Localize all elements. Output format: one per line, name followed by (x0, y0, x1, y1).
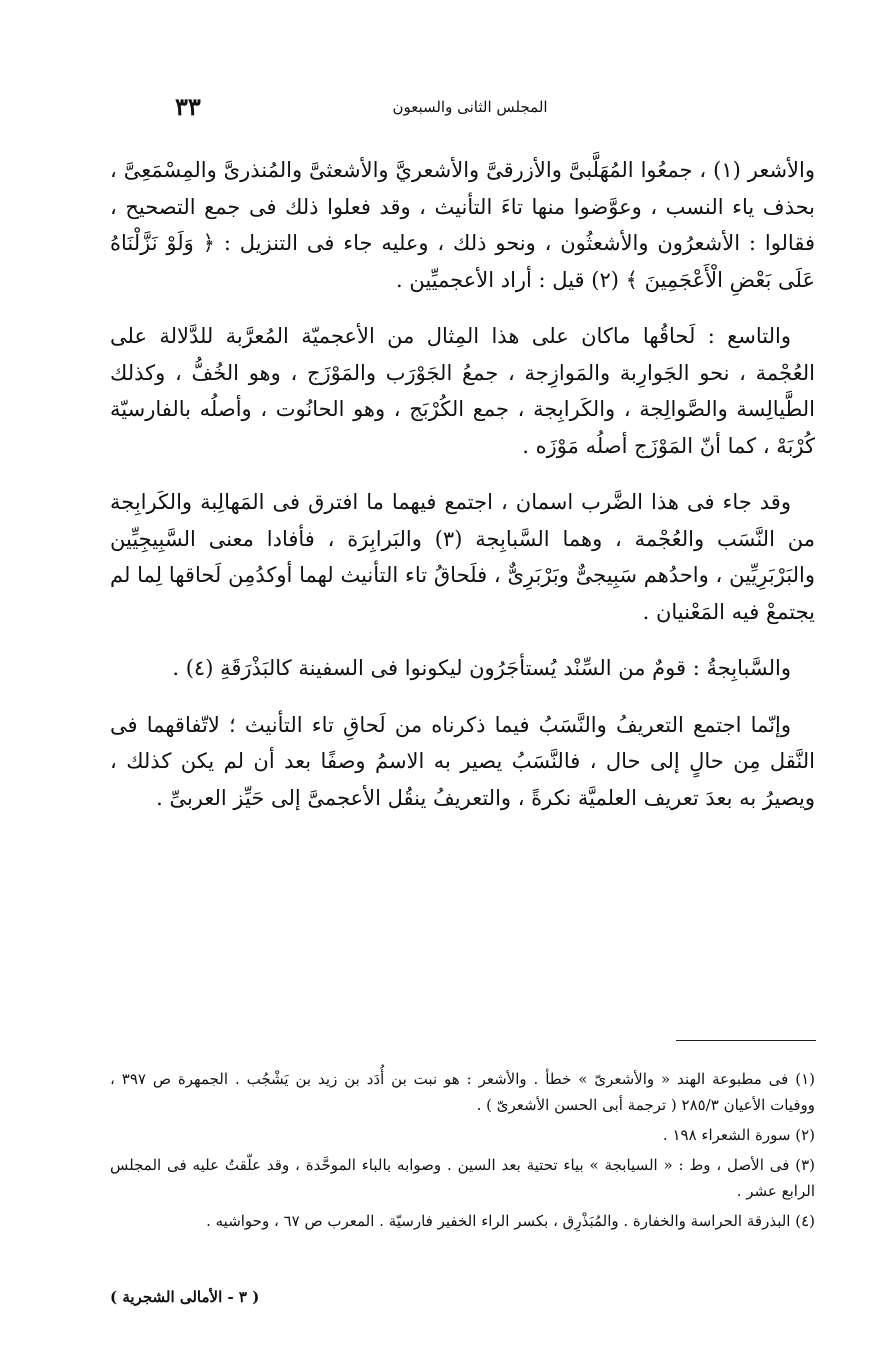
paragraph-2: والتاسع : لَحاقُها ماكان على هذا المِثال من الأعجميّة المُعرَّبة للدَّلالة على العُجْمة ، نحو الجَوارِبة والمَوازِجة ، جمعُ الجَوْرَب والمَوْزَج ، وهو الخُفُّ ، وكذلك الطَّيالِسة والصَّوالِجة ، والكَرابِجة ، جمع الكُرْبَج ، وهو الحانُوت ، وأصلُه بالفارسيّة كُرْبَهْ ، كما أنّ المَوْزَج أصلُه مَوْزَه . (110, 324, 815, 458)
footnotes (110, 1066, 815, 1238)
paragraph-3: وقد جاء فى هذا الضَّرب اسمان ، اجتمع فيهما ما افترق فى المَهالِبة والكَرابِجة من النَّسَب والعُجْمة ، وهما السَّبابِجة (٣) والبَرابِرَة ، فأفادا معنى السَّبِيجِيِّين والبَرْبَرِيِّين ، واحدُهم سَبِيجىٌّ وبَرْبَرِىٌّ ، فلَحاقُ تاء التأنيث لهما أوكدُمِن لَحاقها لِما لم يجتمعْ فيه المَعْنيان . (110, 490, 815, 624)
main-text (110, 152, 815, 836)
footnote-divider (676, 1040, 816, 1041)
page-number: ٣٣ (175, 92, 201, 121)
signature-mark: ( ٣ - الأمالى الشجرية ) (110, 1288, 260, 1306)
footnote-4: (٤) البذرقة الحراسة والخفارة . والمُبَذْرِق ، بكسر الراء الخفير فارسيّة . المعرب ص ٦٧ ، وحواشيه . (206, 1212, 815, 1230)
footnote-2: (٢) سورة الشعراء ١٩٨ . (662, 1126, 815, 1144)
running-title: المجلس الثانى والسبعون (392, 98, 548, 116)
page-header (120, 92, 820, 122)
paragraph-5: وإنّما اجتمع التعريفُ والنَّسَبُ فيما ذكرناه من لَحاقِ تاء التأنيث ؛ لاتّفاقهما فى النَّقل مِن حالٍ إلى حال ، فالنَّسَبُ يصير به الاسمُ وصفًا بعد أن لم يكن كذلك ، ويصيرُ به بعدَ تعريف العلميَّة نكرةً ، والتعريفُ ينقُل الأعجمىَّ إلى حَيِّز العربىِّ . (110, 712, 815, 810)
paragraph-4: والسَّبابِجةُ : قومٌ من السِّنْد يُستأجَرُون ليكونوا فى السفينة كالبَذْرَقَةِ (٤) . (172, 656, 791, 680)
paragraph-1: والأشعر (١) ، جمعُوا المُهَلَّبىَّ والأزرقىَّ والأشعريَّ والأشعثىَّ والمُنذرىَّ والمِسْمَعِىَّ ، بحذف ياء النسب ، وعوَّضوا منها تاءَ التأنيث ، وقد فعلوا ذلك فى جمع التصحيح ، فقالوا : الأشعرُون والأشعثُون ، ونحو ذلك ، وعليه جاء فى التنزيل : ﴿ وَلَوْ نَزَّلْنَاهُ عَلَى بَعْضِ الْأَعْجَمِينَ ﴾ (٢) قيل : أراد الأعجميِّين . (110, 158, 815, 292)
footnote-3: (٣) فى الأصل ، وط : « السيابجة » بياء تحتية بعد السين . وصوابه بالباء الموحَّدة ، وقد علّقتُ عليه فى المجلس الرابع عشر . (110, 1156, 815, 1200)
footnote-1: (١) فى مطبوعة الهند « والأشعرىّ » خطأ . والأشعر : هو نبت بن أُدَد بن زيد بن يَشْجُب . الجمهرة ص ٣٩٧ ، ووفيات الأعيان ٢٨٥/٣ ( ترجمة أبى الحسن الأشعرىّ ) . (110, 1070, 815, 1114)
